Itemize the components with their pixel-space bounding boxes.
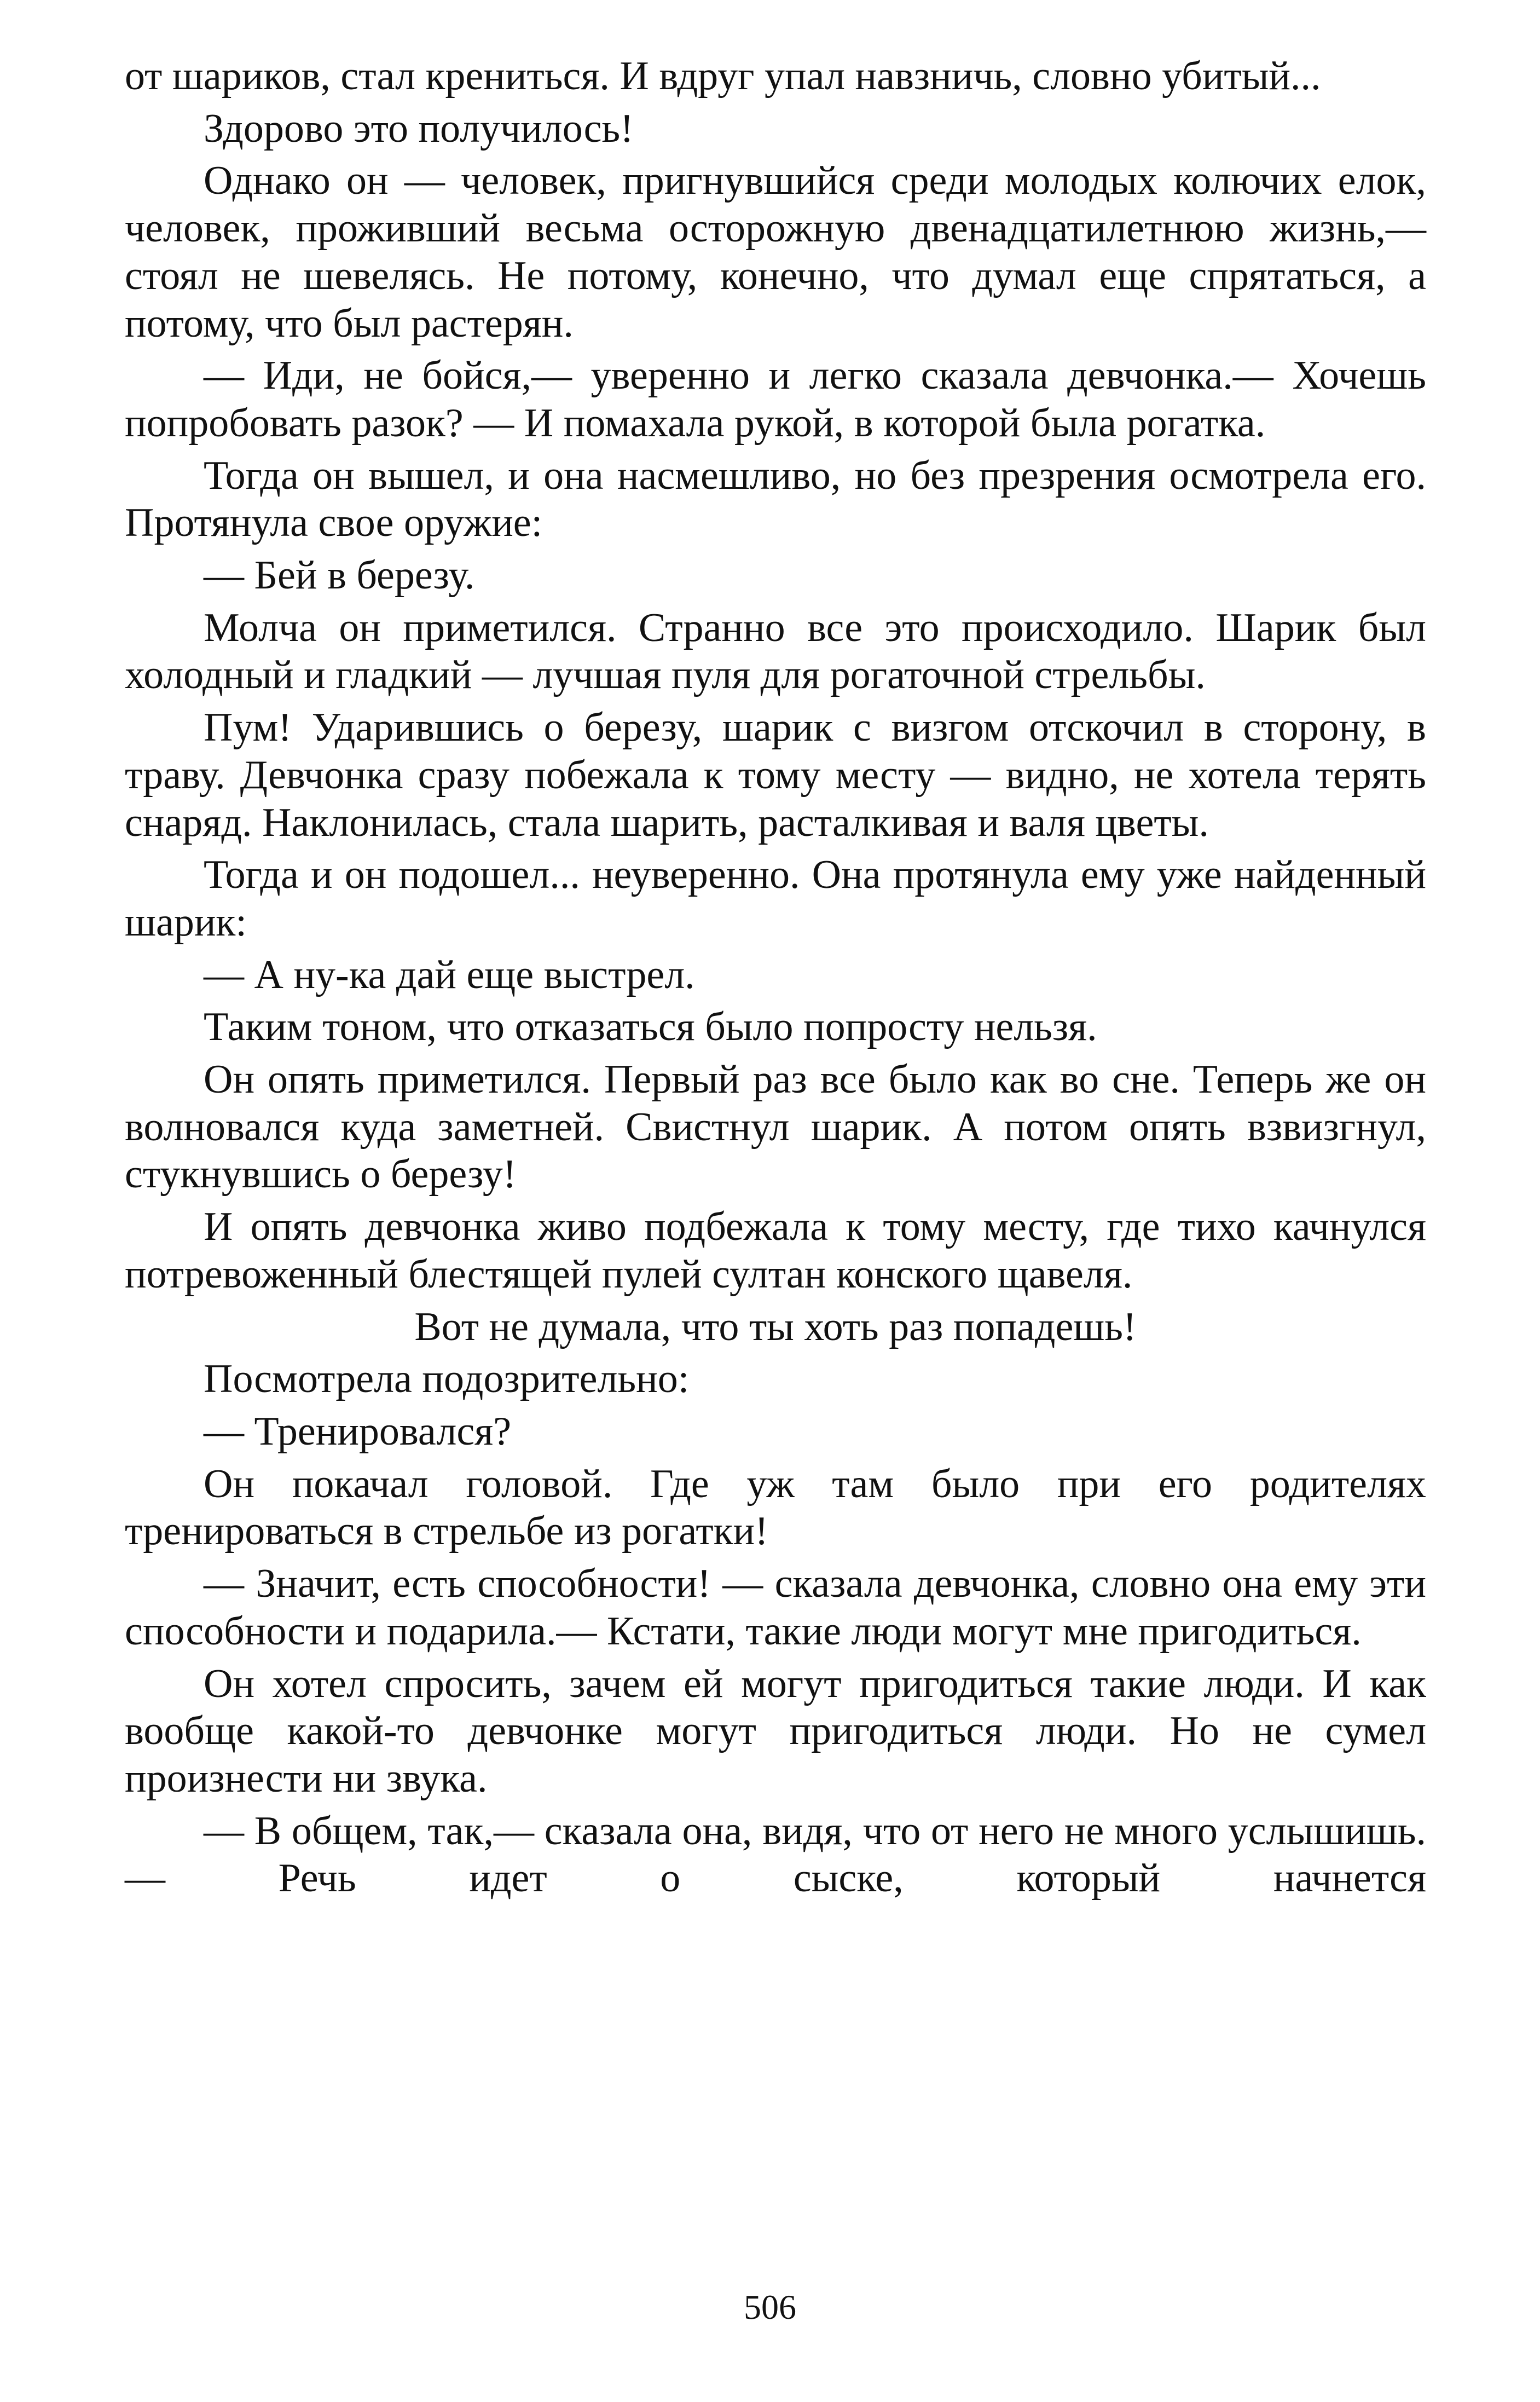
paragraph-12: Он опять приметился. Первый раз все было как во сне. Теперь же он волновался куда заметней. Свистнул шарик. А потом опять взвизгнул, стукнувшись о березу!: [125, 1057, 1426, 1197]
paragraph-15: Посмотрела подозрительно:: [204, 1356, 690, 1402]
paragraph-16: — Тренировался?: [204, 1408, 512, 1454]
paragraph-13: И опять девчонка живо подбежала к тому месту, где тихо качнулся потревоженный блестящей пулей султан конского щавеля.: [125, 1204, 1426, 1297]
paragraph-17: Он покачал головой. Где уж там было при его родителях тренироваться в стрельбе из рогатки!: [125, 1461, 1426, 1554]
paragraph-1: от шариков, стал крениться. И вдруг упал навзничь, словно убитый...: [125, 54, 1321, 99]
paragraph-9: Тогда и он подошел... неуверенно. Она протянула ему уже найденный шарик:: [125, 852, 1426, 945]
paragraph-5: Тогда он вышел, и она насмешливо, но без презрения осмотрела его. Протянула свое оружие:: [125, 453, 1426, 546]
paragraph-7: Молча он приметился. Странно все это происходило. Шарик был холодный и гладкий — лучшая пуля для рогаточной стрельбы.: [125, 605, 1426, 698]
paragraph-2: Здорово это получилось!: [204, 106, 634, 151]
paragraph-8: Пум! Ударившись о березу, шарик с визгом отскочил в сторону, в траву. Девчонка сразу побежала к тому месту — видно, не хотела терять снаряд. Наклонилась, стала шарить, расталкивая и валя цветы.: [125, 705, 1426, 845]
paragraph-4: — Иди, не бойся,— уверенно и легко сказала девчонка.— Хочешь попробовать разок? — И помахала рукой, в которой была рогатка.: [125, 353, 1426, 446]
paragraph-18: — Значит, есть способности! — сказала девчонка, словно она ему эти способности и подарила.— Кстати, такие люди могут мне пригодиться.: [125, 1561, 1426, 1654]
page-number: 506: [744, 2288, 796, 2326]
paragraph-10: — А ну-ка дай еще выстрел.: [204, 952, 695, 997]
paragraph-20: — В общем, так,— сказала она, видя, что от него не много услышишь.— Речь идет о сыске, который начнется: [125, 1808, 1426, 1901]
paragraph-11: Таким тоном, что отказаться было попросту нельзя.: [204, 1004, 1097, 1050]
page-text: [125, 53, 1426, 1907]
paragraph-19: Он хотел спросить, зачем ей могут пригодиться такие люди. И как вообще какой-то девчонке могут пригодиться люди. Но не сумел произнести ни звука.: [125, 1661, 1426, 1801]
paragraph-3: Однако он — человек, пригнувшийся среди молодых колючих елок, человек, проживший весьма осторожную двенадцатилетнюю жизнь,— стоял не шевелясь. Не потому, конечно, что думал еще спрятаться, а потому, что был растерян.: [125, 158, 1426, 346]
paragraph-14: Вот не думала, что ты хоть раз попадешь!: [414, 1304, 1137, 1349]
paragraph-6: — Бей в березу.: [204, 553, 475, 598]
